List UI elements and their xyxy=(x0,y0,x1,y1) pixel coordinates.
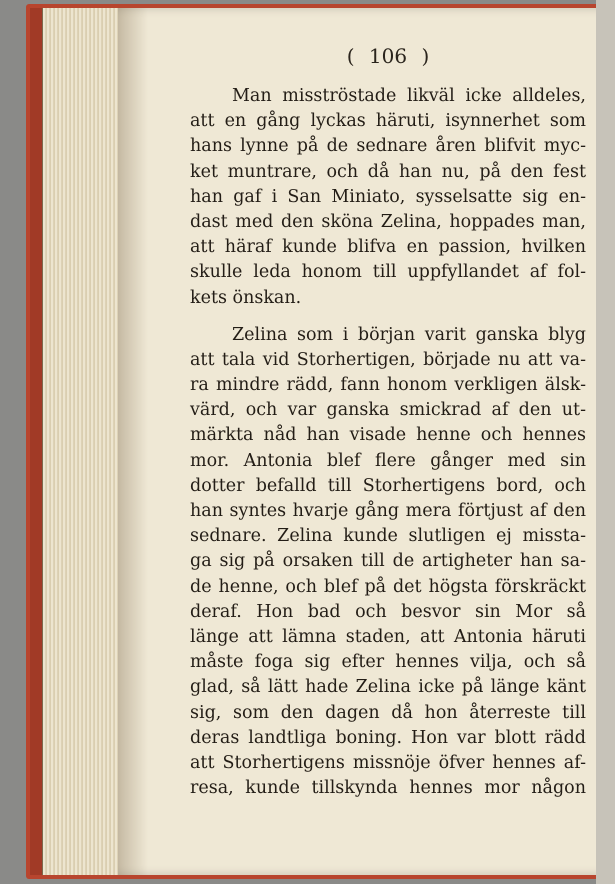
body-text xyxy=(190,84,586,801)
text-line: märkta nåd han visade henne och hennes xyxy=(190,425,586,446)
text-line: sig, som den dagen då hon återreste till xyxy=(190,702,586,723)
page-gutter-shadow xyxy=(118,8,148,875)
paragraph-gap xyxy=(190,311,586,323)
text-line: att en gång lyckas häruti, isynnerhet som xyxy=(190,111,586,132)
text-line: han syntes hvarje gång mera förtjust af den xyxy=(190,501,586,521)
text-line: länge att lämna staden, att Antonia häruti xyxy=(190,626,586,647)
text-line: mor. Antonia blef flere gånger med sin xyxy=(190,450,586,471)
text-line: dast med den sköna Zelina, hoppades man, xyxy=(190,211,586,232)
text-line: Man misströstade likväl icke alldeles, xyxy=(232,86,586,106)
text-line: ra mindre rädd, fann honom verkligen älsk- xyxy=(190,375,586,396)
text-line: ga sig på orsaken till de artigheter han sa- xyxy=(190,551,586,572)
text-line: Zelina som i början varit ganska blyg xyxy=(232,324,586,345)
paragraph-2 xyxy=(190,323,586,802)
text-line: resa, kunde tillskynda hennes mor någon xyxy=(190,778,586,799)
text-line: att Storhertigens missnöje öfver hennes af- xyxy=(190,752,586,773)
paragraph-1 xyxy=(190,84,586,311)
paren-open: ( xyxy=(346,44,355,68)
text-line: ket muntrare, och då han nu, på den fest xyxy=(190,161,586,182)
text-line: deras landtliga boning. Hon var blott rädd xyxy=(190,727,586,748)
text-line: värd, och var ganska smickrad af den ut- xyxy=(190,400,586,421)
text-line: sednare. Zelina kunde slutligen ej missta- xyxy=(190,526,586,547)
text-line: hans lynne på de sednare åren blifvit myc- xyxy=(190,136,586,157)
text-line: måste foga sig efter hennes vilja, och så xyxy=(190,652,586,673)
text-line: att tala vid Storhertigen, började nu att va- xyxy=(190,349,586,370)
page-header xyxy=(190,44,586,68)
text-line: skulle leda honom till uppfyllandet af fol- xyxy=(190,262,586,283)
text-line: kets önskan. xyxy=(190,287,302,308)
text-line: de henne, och blef på det högsta förskräckt xyxy=(190,576,586,597)
background-strip xyxy=(596,0,615,884)
page-number: 106 xyxy=(368,44,408,68)
paren-close: ) xyxy=(421,44,430,68)
text-line: deraf. Hon bad och besvor sin Mor så xyxy=(190,601,586,622)
text-line: dotter befalld till Storhertigens bord, och xyxy=(190,475,586,496)
text-line: han gaf i San Miniato, sysselsatte sig en- xyxy=(190,186,586,207)
text-line: glad, så lätt hade Zelina icke på länge känt xyxy=(190,677,586,698)
text-line: att häraf kunde blifva en passion, hvilken xyxy=(190,237,586,258)
